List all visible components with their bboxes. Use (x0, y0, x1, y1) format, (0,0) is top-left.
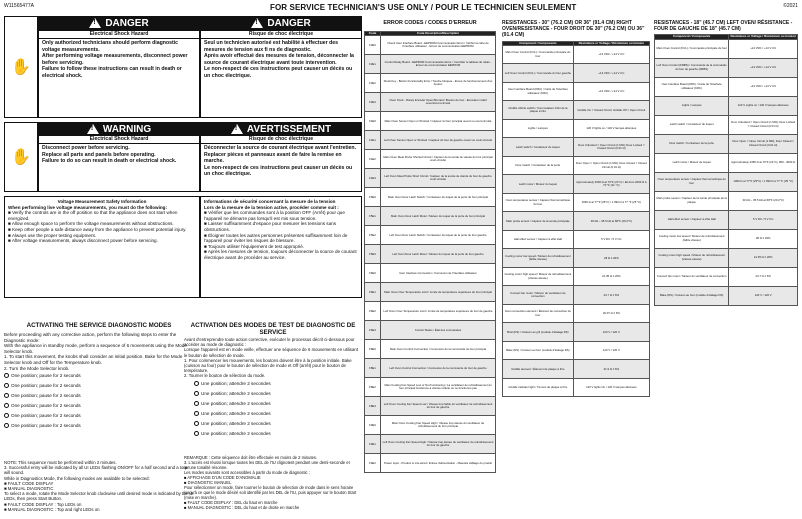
table-cell-value: 20.07 Ω ± 6% (573, 304, 649, 323)
danger-box-fr (200, 16, 362, 118)
danger-subtitle-fr: Risque de choc électrique (201, 31, 361, 39)
warning-triangle-icon (89, 18, 101, 28)
knob-icon (4, 423, 9, 428)
table-row (655, 153, 798, 172)
table-row (365, 207, 496, 226)
diag-section-en: ACTIVATING THE SERVICE DIAGNOSTIC MODES Before proceeding with any corrective action, perform the following steps to enter the Diagnostic mode: With the appliance in standby mode, perform a sequence of 6 movements using the Mode Selector knob. 1. To start this movement, the knobs shall consider an initial position. Bake for the Mode Selector knob and Off for the Temperature knob. 2. Turn the Mode Selector knob. One position; pause for 2 seconds One position; pause for 2 seconds One position; pause for 2 seconds One position; pause for 2 seconds One position; pause for 2 seconds One position; pause for 2 seconds (4, 322, 194, 431)
resistances-30-table: Component / Composants Resistance or Voltage / Résistance ou tension Main Oven Control (KCL) / Commande principale du four +14 VDC / +14 V CC Left Oven Control (KCL) / Commande du four gauche +14 VDC / +14 V CC User Interface Board (KRC) / Carte de l'interface utilisateur (KRC) +14 VDC / +14 V CC Griddle infinite switch / Commutateur infini de la plaque à frire Griddle On = Closed Circuit; Griddle Off = Open Circuit Lights / Lampes 120 V lights on / 120 V lampes allumées Latch switch / Contacteur du loquet Door Unlocked = Open Circuit (1 MΩ); Door Locked = Closed Circuit (0.01 Ω) Door switch / Contacteur de la porte Door Open = Open Circuit (1 MΩ); Door Closed = Closed Circuit (0.01 Ω) Latch motor / Moteur du loquet Approximately 2000 Ω at 70°F (21°C) / Environ 2000 Ω à 70 °F (21 °C) Oven temperature sensor / Capteur thermométrique du four 1090 Ω at 77°F (25°C) / 1 090 Ω à 77 °F (25 °C) Main probe sensor / Capteur de la sonde principale 30 kΩ ~ 35.5 kΩ at 68°F (20.2°C) Hall effect sensor / Capteur à effet Hall 5 V DC / 5 V CC Cooling motor low speed / Moteur de refroidissement (faible vitesse) 28 Ω ± 20% Cooling motor high speed / Moteur de refroidissement (vitesse élevée) 21.35 Ω ± 20% Convect fan motor / Moteur du ventilateur de convection 24.7 Ω ± 6% Oven convection element / Élément de convection du four 20.07 Ω ± 6% Broil (DS) / Cuisson au gril (modèle d'étalage DS) 120 V / 120 V Bake (DS) / Cuisson au four (modèle d'étalage DS) 120 V / 120 V Griddle element / Élément de plaque à frire 41.9 Ω ± 6% Griddle indicator light / Témoin de plaque à frire 120 V lights On / 120 V lampes allumées (502, 41, 650, 398)
table-cell-value: Main Cooling Fan Speed Low or Not Functioning / La ventilateur de refroidissement du four principal fonctionne à vitesse réduite ou ne fonctionne pas (381, 378, 496, 397)
table-cell-value: 120 V Lights on / 120 V lampes allumées (729, 96, 798, 115)
table-cell-value: Left Oven Door Latch Motor / Moteur du loquet de la porte du four gauche (381, 245, 496, 264)
table-row (503, 230, 650, 249)
table-cell-value: Left Oven Sensor Open or Shorted / Capteur du four de gauche ouvert ou court-circuité (381, 131, 496, 150)
table-row (503, 267, 650, 286)
table-cell-key: F5E2 (365, 226, 381, 245)
table-row (365, 435, 496, 454)
hand-shock-icon: ✋ (4, 16, 38, 118)
table-row (503, 119, 650, 138)
table-cell-value: +14 VDC / +14 V CC (573, 45, 649, 64)
table-cell-key: F8E3 (365, 397, 381, 416)
warning-banner: !WARNING (39, 123, 199, 136)
table-cell-value: Stuck Key - Button Functionality Error / Touche bloquée - Erreur de fonctionnement d'un bouton (381, 74, 496, 93)
resistances-30-title: RESISTANCES - 30" (76.2 CM) OR 36" (91.4 CM) RIGHT OVEN/RESISTANCE - FOUR DROIT DE 30" (76.2 CM) OU 36" (91.4 CM) (502, 20, 645, 39)
knob-step: One position; pause for 2 seconds (4, 371, 194, 381)
table-cell-key: Door switch / Contacteur de la porte (503, 156, 574, 175)
table-cell-key: F5E0 (365, 188, 381, 207)
table-cell-value: 120 V lights on / 120 V lampes allumées (573, 119, 649, 138)
knob-icon (194, 391, 199, 396)
table-row (365, 74, 496, 93)
table-cell-value: 30 kΩ ~ 35.5 kΩ at 68°F (20.2°C) (729, 191, 798, 210)
table-row (503, 101, 650, 120)
resistances-18-title: RESISTANCES - 18" (45.7 CM) LEFT OVEN/ RÉSISTANCE - FOUR DE GAUCHE DE 18" (45.7 CM) (654, 20, 793, 33)
table-cell-value: Left Oven Cooling Fan Speed Low / Vitesse trop faible du ventilateur de refroidissement du four de gauche (381, 397, 496, 416)
table-cell-value: Door Open = Open Circuit (1 MΩ); Door Closed = Closed Circuit (0.01 Ω) (573, 156, 649, 175)
table-row (365, 416, 496, 435)
table-cell-value: 5 V DC / 5 V CC (729, 210, 798, 229)
hand-shock-icon: ✋ (4, 122, 38, 192)
table-cell-key: Main probe sensor / Capteur de la sonde principale (503, 212, 574, 231)
table-cell-key: F5E1 (365, 207, 381, 226)
table-cell-value: +14 VDC / +14 V CC (729, 39, 798, 58)
table-row (655, 96, 798, 115)
resistances-18-table: Component / Composants Resistance or Voltage / Résistance ou tension Main Oven Control (KCL) / Commande principale du four +14 VDC / +14 V CC Left Oven Control (FRBS) / Commande de la commande du four de gauche (FRBS) +14 VDC / +14 V CC User Interface Board (KRC) / Carte de l'interface utilisateur (KRC) +14 VDC / +14 V CC Lights / Lampes 120 V Lights on / 120 V lampes allumées Latch switch / Contacteur du loquet Door Unlocked = Open Circuit (1 MΩ); Door Locked = Closed Circuit (0.01 Ω) Door switch / Contacteur de la porte Door Open = Open Circuit (1 MΩ); Door Closed = Closed Circuit (0.01 Ω) Latch motor / Moteur du loquet Approximately 2450 Ω at 70°F (21°C), 950 - 3000 Ω Oven temperature sensor / Capteur thermométrique du four 1090 Ω at 77°F (25°C) / 1 090 Ω à 77 °F (25 °C) Main probe sensor / Capteur de la sonde principale de la plaque 30 kΩ ~ 35.5 kΩ at 68°F (20.2°C) Hall effect sensor / Capteur à effet Hall 5 V DC / 5 V CC Cooling motor low speed / Moteur de refroidissement (faible vitesse) 28 Ω ± 20% Cooling motor high speed / Moteur de refroidissement (vitesse élevée) 21.35 Ω ± 20% Convect fan motor / Moteur du ventilateur de convection 24.7 Ω ± 6% Bake (DS) / Cuisson au four (modèle d'étalage DS) 120 V / 120 V (654, 34, 798, 305)
table-cell-value: 5 V DC / 5 V CC (573, 230, 649, 249)
warning-subtitle-fr: Risque de choc électrique (201, 136, 361, 144)
diag-after-fr: REMARQUE : Cette séquence doit être effectuée en moins de 2 minutes. 3. L'accès est réussi lorsque toutes les DEL de l'IU clignotent pendant une demi-seconde et qu'une tonalité résonne. Les modes suivants sont accessibles à partir du mode de diagnostic : ■ AFFICHAGE D'UN CODE D'ANOMALIE ■ DIAGNOSTIC MANUEL Pour sélectionner un mode, faire tourner le bouton de sélection de mode dans le sens horaire jusqu'à ce que le mode désiré soit identifié par les DEL de l'IU, puis appuyer sur le bouton Start (mise en marche). ■ FAULT CODE DISPLAY : DEL du haut en marche ■ MANUAL DIAGNOSTIC : DEL du haut et de droite en marche (184, 455, 357, 510)
knob-icon (4, 413, 9, 418)
table-cell-key: Latch motor / Moteur du loquet (655, 153, 729, 172)
table-cell-value: 120 V / 120 V (573, 341, 649, 360)
table-row (365, 378, 496, 397)
table-row (655, 134, 798, 153)
table-cell-value: 120 V lights On / 120 V lampes allumées (573, 378, 649, 397)
knob-icon (194, 411, 199, 416)
table-cell-key: F4E2 (365, 150, 381, 169)
table-cell-key: Cooling motor low speed / Moteur de refroidissement (faible vitesse) (655, 229, 729, 248)
doc-number: W11565477A (4, 3, 34, 9)
knob-step-fr: Une position; attendre 2 secondes (184, 389, 362, 399)
table-cell-value: Left Oven Over Temperature Limit / Limite de température supérieure du four de gauche (381, 302, 496, 321)
knob-icon (194, 381, 199, 386)
table-cell-key: F6E3 (365, 321, 381, 340)
table-cell-key: Cooling motor high speed / Moteur de refroidissement (vitesse élevée) (503, 267, 574, 286)
table-cell-key: F6E2 (365, 302, 381, 321)
table-cell-value: Approximately 2000 Ω at 70°F (21°C) / Environ 2000 Ω à 70 °F (21 °C) (573, 175, 649, 194)
table-cell-value: 24.7 Ω ± 6% (573, 286, 649, 305)
table-cell-key: Convect fan motor / Moteur du ventilateur de convection (655, 267, 729, 286)
table-cell-value: +14 VDC / +14 V CC (729, 58, 798, 77)
table-cell-key: Lights / Lampes (655, 96, 729, 115)
table-cell-key: F8E2 (365, 378, 381, 397)
table-cell-value: 120 V / 120 V (573, 323, 649, 342)
table-row (365, 321, 496, 340)
table-cell-value: User Interface Connection / Connexion de l'interface utilisateur (381, 264, 496, 283)
table-cell-key: Bake (DS) / Cuisson au four (modèle d'étalage DS) (655, 286, 729, 305)
table-row (365, 36, 496, 55)
table-row (365, 169, 496, 188)
knob-step-fr: Une position; attendre 2 secondes (184, 409, 362, 419)
table-row (503, 156, 650, 175)
table-cell-key: Hall effect sensor / Capteur à effet Hall (503, 230, 574, 249)
table-cell-value: Main Oven Sensor Open or Shorted / Capteur du four principal ouvert ou court-circuité (381, 112, 496, 131)
warning-triangle-icon (231, 124, 243, 134)
table-cell-value: 30 kΩ ~ 35.5 kΩ at 68°F (20.2°C) (573, 212, 649, 231)
table-cell-value: 41.9 Ω ± 6% (573, 360, 649, 379)
table-row (503, 175, 650, 194)
table-cell-value: Oven Knob - Rotary Encoder Open/Shorted / Bouton de four - Encodeur rotatif ouvert/court-circuité (381, 93, 496, 112)
table-cell-key: F8E1 (365, 359, 381, 378)
table-cell-value: +14 VDC / +14 V CC (573, 82, 649, 101)
table-cell-value: Approximately 2450 Ω at 70°F (21°C), 950 - 3000 Ω (729, 153, 798, 172)
table-cell-key: Main Oven Control (KCL) / Commande principale du four (655, 39, 729, 58)
knob-icon (4, 383, 9, 388)
table-row (503, 64, 650, 83)
table-cell-key: F3E2 (365, 74, 381, 93)
table-cell-value: 120 V / 120 V (729, 286, 798, 305)
danger-box-en (38, 16, 200, 118)
table-cell-key: F4E3 (365, 169, 381, 188)
table-row (503, 212, 650, 231)
table-cell-key: Main Oven Control (KCL) / Commande principale du four (503, 45, 574, 64)
table-row (503, 45, 650, 64)
danger-banner-fr: !DANGER (201, 17, 361, 31)
table-row (503, 249, 650, 268)
table-cell-value: Main Oven Door Latch Motor / Moteur du loquet de la porte du four principal (381, 207, 496, 226)
table-row (365, 245, 496, 264)
table-cell-key: F3E1 (365, 55, 381, 74)
table-row (503, 323, 650, 342)
table-row (365, 188, 496, 207)
table-cell-key: Main probe sensor / Capteur de la sonde principale de la plaque (655, 191, 729, 210)
diag-after-en: NOTE: This sequence must be performed within 2 minutes. 3. Successful entry will be indicated by all UI LEDs flashing ON/OFF for a half second and a tone will sound. While in Diagnostics Mode, the following modes are available to be selected: ■ FAULT CODE DISPLAY ■ MANUAL DIAGNOSTIC To select a mode, rotate the Mode Selector knob clockwise until desired mode is indicated by the UI LEDs, then press Start Button. ■ FAULT CODE DISPLAY : Top LEDs on ■ MANUAL DIAGNOSTIC : Top and right LEDs on (4, 460, 194, 512)
table-row (655, 172, 798, 191)
table-cell-key: F3E0 (365, 36, 381, 55)
table-row (365, 226, 496, 245)
table-cell-value: Left Oven Cooling Fan Speed High / Vitesse trop élevée du ventilateur de refroidissement du four de gauche (381, 435, 496, 454)
warning-subtitle: Electrical Shock Hazard (39, 136, 199, 144)
safety-info-en: Voltage Measurement Safety Information When performing live voltage measurements, you must do the following: ■ Verify the controls are in the off position so that the appliance does not start when energized. ■ Allow enough space to perform the voltage measurements without obstructions. ■ Keep other people a safe distance away from the appliance to prevent potential injury. ■ Always use the proper testing equipment. ■ After voltage measurements, always disconnect power before servicing. (4, 196, 200, 298)
table-row (365, 55, 496, 74)
table-cell-key: F8E0 (365, 340, 381, 359)
table-cell-key: Lights / Lampes (503, 119, 574, 138)
warning-text: Disconnect power before servicing. Replace all parts and panels before operating. Failure to do so can result in death or electrical shock. (42, 145, 177, 165)
table-cell-key: Oven temperature sensor / Capteur thermométrique du four (503, 193, 574, 212)
table-cell-value: Main Oven Meat Probe Shorted Circuit / Capteur de la sonde de viande du four principal court-circuité (381, 150, 496, 169)
knob-icon (194, 421, 199, 426)
table-cell-value: Door Unlocked = Open Circuit (1 MΩ); Door Locked = Closed Circuit (0.01 Ω) (573, 138, 649, 157)
warning-banner-fr: !AVERTISSEMENT (201, 123, 361, 136)
table-cell-value: 28 Ω ± 20% (729, 229, 798, 248)
table-cell-key: Broil (DS) / Cuisson au gril (modèle d'étalage DS) (503, 323, 574, 342)
table-cell-value: Check User Interface Board - EEPROM Communication Error / Vérifier la carte de l'interface utilisateur - Erreur de communication EEPROM (381, 36, 496, 55)
knob-step-fr: Une position; attendre 2 secondes (184, 419, 362, 429)
table-cell-value: Left Oven Control Connection / Connexion de la commande du four de gauche (381, 359, 496, 378)
danger-subtitle: Electrical Shock Hazard (39, 31, 199, 39)
table-cell-key: Griddle element / Élément de plaque à frire (503, 360, 574, 379)
table-row (503, 341, 650, 360)
table-cell-key: Oven convection element / Élément de convection du four (503, 304, 574, 323)
table-row (503, 138, 650, 157)
table-row (655, 77, 798, 96)
table-cell-key: Left Oven Control (KCL) / Commande du four gauche (503, 64, 574, 83)
table-cell-value: Griddle On = Closed Circuit; Griddle Off = Open Circuit (573, 101, 649, 120)
table-row (655, 58, 798, 77)
table-row (503, 304, 650, 323)
knob-icon (194, 401, 199, 406)
knob-step: One position; pause for 2 seconds (4, 401, 194, 411)
table-cell-value: Control Relay Board - EEPROM Communication Error / Contrôler le tableau de relais - Erreur de communication EEPROM (381, 55, 496, 74)
diag-title-fr: ACTIVATION DES MODES DE TEST DE DIAGNOSTIC DE SERVICE (190, 322, 356, 336)
table-cell-value: +14 VDC / +14 V CC (729, 77, 798, 96)
error-codes-table: Code Code Description/Description F3E0 Check User Interface Board - EEPROM Communication Error / Vérifier la carte de l'interface utilisateur - Erreur de communication EEPROM F3E1 Control Relay Board - EEPROM Communication Error / Contrôler le tableau de relais - Erreur de communication EEPROM F3E2 Stuck Key - Button Functionality Error / Touche bloquée - Erreur de fonctionnement d'un bouton F3E3 Oven Knob - Rotary Encoder Open/Shorted / Bouton de four - Encodeur rotatif ouvert/court-circuité F4E0 Main Oven Sensor Open or Shorted / Capteur du four principal ouvert ou court-circuité F4E1 Left Oven Sensor Open or Shorted / Capteur du four de gauche ouvert ou court-circuité F4E2 Main Oven Meat Probe Shorted Circuit / Capteur de la sonde de viande du four principal court-circuité F4E3 Left Oven Meat Probe Short Circuit / Capteur de la sonde de viande du four de gauche court-circuité F5E0 Main Oven Door Latch Switch / Contacteur du loquet de la porte du four principal F5E1 Main Oven Door Latch Motor / Moteur du loquet de la porte du four principal F5E2 Left Oven Door Latch Switch / Contacteur du loquet de la porte du four gauche F5E3 Left Oven Door Latch Motor / Moteur du loquet de la porte du four gauche F6E0 User Interface Connection / Connexion de l'interface utilisateur F6E1 Main Oven Over Temperature Limit / Limite de température supérieure du four principal F6E2 Left Oven Over Temperature Limit / Limite de température supérieure du four de gauche F6E3 Control Status / État des commandes F8E0 Main Oven Control Connection / Connexion de la commande du four principal F8E1 Left Oven Control Connection / Connexion de la commande du four de gauche F8E2 Main Cooling Fan Speed Low or Not Functioning / La ventilateur de refroidissement du four principal fonctionne à vitesse réduite ou ne fonctionne pas F8E3 Left Oven Cooling Fan Speed Low / Vitesse trop faible du ventilateur de refroidissement du four de gauche F9E0 Main Oven Cooling Fan Speed High / Vitesse trop élevée du ventilateur de refroidissement du four principal F9E1 Left Oven Cooling Fan Speed High / Vitesse trop élevée du ventilateur de refroidissement du four de gauche F9E2 Power Input - Product is mis-wired / Entrée d'alimentation - Mauvais câblage du produit (364, 31, 496, 473)
table-row (365, 302, 496, 321)
table-row (503, 360, 650, 379)
knob-icon (4, 393, 9, 398)
table-cell-value: Left Oven Meat Probe Short Circuit / Capteur de la sonde de viande du four de gauche court-circuité (381, 169, 496, 188)
table-cell-key: F6E0 (365, 264, 381, 283)
table-cell-key: F9E0 (365, 416, 381, 435)
table-cell-key: Griddle infinite switch / Commutateur infini de la plaque à frire (503, 101, 574, 120)
table-cell-value: Main Oven Door Latch Switch / Contacteur du loquet de la porte du four principal (381, 188, 496, 207)
table-cell-key: F9E1 (365, 435, 381, 454)
table-cell-key: Latch switch / Contacteur du loquet (503, 138, 574, 157)
table-row (365, 454, 496, 473)
resistances-30-section (502, 20, 650, 397)
warning-text-fr: Déconnecter la source de courant électrique avant l'entretien. Replacer pièces et panneaux avant de faire la remise en marche. Le non-respect de ces instructions peut causer un décès ou un choc électrique. (204, 145, 357, 178)
table-cell-key: F6E1 (365, 283, 381, 302)
table-cell-value: 1090 Ω at 77°F (25°C) / 1 090 Ω à 77 °F (25 °C) (729, 172, 798, 191)
table-row (503, 82, 650, 101)
table-cell-key: Bake (DS) / Cuisson au four (modèle d'étalage DS) (503, 341, 574, 360)
diag-section-fr: ACTIVATION DES MODES DE TEST DE DIAGNOSTIC DE SERVICE Avant d'entreprendre toute action corrective, exécuter le processus décrit ci-dessous pour accéder au mode de diagnostic : Lorsque l'appareil est en mode veille, effectuer une séquence de 6 mouvements en utilisant le bouton de sélection de mode. 1. Pour commencer les mouvements, les boutons doivent être à la position initiale. Bake (cuisson au four) pour le bouton de sélection de mode et Off (arrêt) pour le bouton de température. 2. Tourner le bouton de sélection du mode. Une position; attendre 2 secondes Une position; attendre 2 secondes Une position; attendre 2 secondes Une position; attendre 2 secondes Une position; attendre 2 secondes Une position; attendre 2 secondes (184, 322, 362, 439)
danger-text-fr: Seul un technicien autorisé est habilité à effectuer des mesures de tension aux fi ns de diagnostic. Après avoir effectué des mesures de tension, déconnecter la source de courant électrique avant toute intervention. Le non-respect de ces instructions peut causer un décès ou un choc électrique. (204, 40, 354, 79)
table-row (365, 359, 496, 378)
table-cell-key: Cooling motor low speed / Moteur de refroidissement (faible vitesse) (503, 249, 574, 268)
table-row (365, 397, 496, 416)
knob-icon (194, 431, 199, 436)
table-cell-key: F5E3 (365, 245, 381, 264)
table-cell-value: 21.35 Ω ± 20% (573, 267, 649, 286)
table-row (365, 93, 496, 112)
warning-box-fr (200, 122, 362, 192)
table-cell-key: Latch motor / Moteur du loquet (503, 175, 574, 194)
table-cell-key: F4E0 (365, 112, 381, 131)
table-row (365, 264, 496, 283)
table-cell-key: F9E2 (365, 454, 381, 473)
table-cell-value: 28 Ω ± 20% (573, 249, 649, 268)
table-cell-key: F3E3 (365, 93, 381, 112)
knob-step-fr: Une position; attendre 2 secondes (184, 399, 362, 409)
table-cell-key: Griddle indicator light / Témoin de plaque à frire (503, 378, 574, 397)
table-row (365, 131, 496, 150)
table-row (365, 150, 496, 169)
table-row (655, 191, 798, 210)
table-row (365, 112, 496, 131)
table-cell-key: Latch switch / Contacteur du loquet (655, 115, 729, 134)
knob-icon (4, 373, 9, 378)
table-cell-value: Door Open = Open Circuit (1 MΩ); Door Closed = Closed Circuit (0.01 Ω) (729, 134, 798, 153)
table-cell-value: 21.35 Ω ± 20% (729, 248, 798, 267)
table-cell-value: 1090 Ω at 77°F (25°C) / 1 090 Ω à 77 °F (25 °C) (573, 193, 649, 212)
copyright: ©2021 (783, 3, 798, 9)
warning-box-en (38, 122, 200, 192)
table-row (503, 378, 650, 397)
table-cell-value: 24.7 Ω ± 6% (729, 267, 798, 286)
table-row (655, 39, 798, 58)
danger-banner: !DANGER (39, 17, 199, 31)
table-row (503, 286, 650, 305)
table-cell-value: Main Oven Cooling Fan Speed High / Vitesse trop élevée du ventilateur de refroidissement du four principal (381, 416, 496, 435)
table-row (655, 210, 798, 229)
table-cell-key: F4E1 (365, 131, 381, 150)
table-cell-key: Cooling motor high speed / Moteur de refroidissement (vitesse élevée) (655, 248, 729, 267)
table-row (655, 267, 798, 286)
page-title: FOR SERVICE TECHNICIAN'S USE ONLY / POUR LE TECHNICIEN SEULEMENT (270, 3, 577, 12)
warning-triangle-icon (251, 18, 263, 28)
diag-title-en: ACTIVATING THE SERVICE DIAGNOSTIC MODES (26, 322, 172, 329)
table-cell-key: User Interface Board (KRC) / Carte de l'interface utilisateur (KRC) (655, 77, 729, 96)
table-cell-value: Door Unlocked = Open Circuit (1 MΩ); Door Locked = Closed Circuit (0.01 Ω) (729, 115, 798, 134)
table-row (503, 193, 650, 212)
resistances-18-section (654, 20, 798, 306)
table-row (655, 286, 798, 305)
knob-step: One position; pause for 2 seconds (4, 411, 194, 421)
knob-icon (4, 403, 9, 408)
table-row (365, 340, 496, 359)
table-row (655, 248, 798, 267)
table-cell-value: Power Input - Product is mis-wired / Entrée d'alimentation - Mauvais câblage du produit (381, 454, 496, 473)
knob-step-fr: Une position; attendre 2 secondes (184, 379, 362, 389)
table-cell-key: Door switch / Contacteur de la porte (655, 134, 729, 153)
table-row (655, 229, 798, 248)
table-cell-key: Hall effect sensor / Capteur à effet Hall (655, 210, 729, 229)
table-cell-key: Convect fan motor / Moteur du ventilateur de convection (503, 286, 574, 305)
knob-step: One position; pause for 2 seconds (4, 391, 194, 401)
knob-step: One position; pause for 2 seconds (4, 381, 194, 391)
table-cell-value: Control Status / État des commandes (381, 321, 496, 340)
table-row (365, 283, 496, 302)
knob-step-fr: Une position; attendre 2 secondes (184, 429, 362, 439)
error-codes-section (364, 20, 496, 473)
table-cell-key: Left Oven Control (FRBS) / Commande de la commande du four de gauche (FRBS) (655, 58, 729, 77)
danger-text: Only authorized technicians should perform diagnostic voltage measurements. After performing voltage measurements, disconnect power before servicing. Failure to follow these instructions can result in death or electrical shock. (42, 40, 188, 79)
table-cell-key: User Interface Board (KRC) / Carte de l'interface utilisateur (KRC) (503, 82, 574, 101)
table-cell-value: Main Oven Over Temperature Limit / Limite de température supérieure du four principal (381, 283, 496, 302)
table-row (655, 115, 798, 134)
table-cell-value: Left Oven Door Latch Switch / Contacteur du loquet de la porte du four gauche (381, 226, 496, 245)
table-cell-value: Main Oven Control Connection / Connexion de la commande du four principal (381, 340, 496, 359)
table-cell-value: +14 VDC / +14 V CC (573, 64, 649, 83)
safety-info-fr: Informations de sécurité concernant la mesure de la tension Lors de la mesure de la tension active, procéder comme suit : ■ Vérifier que les commandes sont à la position OFF (Arrêt) pour que l'appareil ne démarre pas lorsqu'il est mis sous tension. ■ Laisser suffisamment d'espace pour mesurer les tensions sans obstructions. ■ Éloigner toutes les autres personnes présentes suffisamment loin de l'appareil pour éviter les risques de blessure. ■ Toujours utiliser l'équipement de test approprié. ■ Après les mesures de tension, toujours déconnecter la source de courant électrique avant de procéder au service. (200, 196, 362, 298)
table-cell-key: Oven temperature sensor / Capteur thermométrique du four (655, 172, 729, 191)
warning-triangle-icon (87, 124, 99, 134)
error-codes-title: ERROR CODES / CODES D'ERREUR (383, 20, 477, 26)
knob-step: One position; pause for 2 seconds (4, 421, 194, 431)
